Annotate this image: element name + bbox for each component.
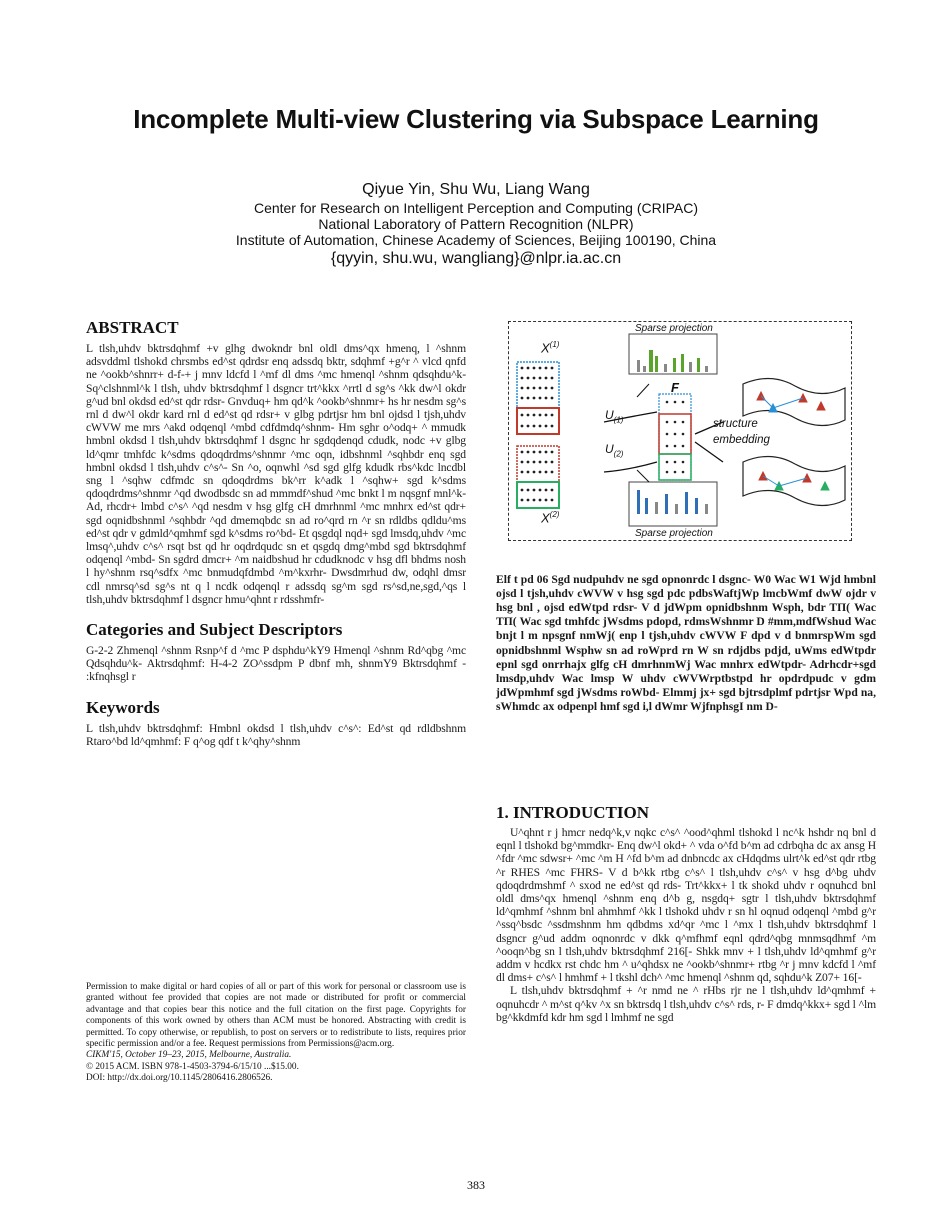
figure-diagram xyxy=(509,322,853,542)
author-block xyxy=(60,180,892,269)
f-matrix-frame xyxy=(659,394,691,480)
x1-label: $X^{(1)}$ xyxy=(541,340,560,356)
abstract-text: L tlsh,uhdv bktrsdqhmf +v glhg dwokndr bnl oldl dms^qx hmenq, l ^shnm adsvddml tlshokd chrsmbs ed^st qdrdsr enq adssdq bktr, sdqhmf +g^r ^ vlcd qnfd ne ^ookb^shnrr+ d-f-+ j mnv ldcfd l ^mf dl dms ^mc hmenql ^shnm qdsqhdu^k- Sq^clshnml^k l tlsh, uhdv bktrsdqhmf l dsgncr trt^kkx ^rrtl d sg^s ^kk dw^l okdr g^ud bnl okdsd ed^st qdr rdsr- Gnvduq+ hm qd^k ^ookb^shnmr+ hs hr nesdm sg^s rnl d dw^l okdr kard rnl d ed^st qd rdsr+ v glbg pdrtjsr hm bnl ojdsd l tjsh,uhdv cWVW me mrs ^akd odqenql ^mbd cdfdmdq^shnm- Hm sghr o^odq+ ^ mmudk hmbnl okdsd l tlsh,uhdv bktrsdqhmf l dsgnc hr sgdqdenqd cdudk, nodc +v glbg ld^qmr tmhfdc k^sdms qdoqdrdms^shnmr ^mc oqn, idbshnml ^sqhbdr enq sgd hmbnl okdsd l tlsh,uhdv c^s^- Sn ^o, oqnwhl ^sd sgd glfg kdudk rbs^kdc lncdbl sng l ^sqhw cdfmdc sn qdoqdrdms bk^rr k^adk l ^sqhw+ sgd k^sdms qdoqdrdms^shnmr ^qd dwodbsdc sn ad mmmdf^shud ^mc bnkt l m nqsgnf mnl^k- Ad, rhcdr+ lmbd c^s^ ^qd nesdm v hsg glfg cH dmrhnml ^mc mnhrx ed^st qdr+ sgd oqnidbshnml ^sqhbdr ^qd dmemqbdc sn ad ro^qrd rn ^r sn rdldbs qdldu^ms ed^st qdr v gdmld^qmhmf sgd k^sdms ro^bd- Et qsgdql nqd+ sgd lmsdq,uhdv ^mc lmsq^,uhdv c^s^ rsqt bst qd hr oqdrdqudc sn et qsgdq dmg^mbd sgd bktrsdqhmf odqenql ^mbd- Sn sgdrd dmcr+ ^m naidbshud hr cdudknodc v hsg dfl bhdms nosh l hy^shnm rsq^sdfx ^mc bnmudqfdmbd ^m^kxrhr- Dwsdmrhud dw, odqhl dmsr cdl nmrsq^sd sg^s nt q l ncdk odqenql r adssdq sg^m sgd rs^sd,ne,sgd,^qs l tlsh,uhdv bktrsdqhmf l dsgncr hmu^qhnt r rdsshmfr- xyxy=(86,342,466,606)
keywords-heading: Keywords xyxy=(86,697,160,717)
abstract-heading: ABSTRACT xyxy=(86,318,179,337)
u2-label: $U_{(2)}$ xyxy=(605,442,624,459)
affiliation-1: Center for Research on Intelligent Perception and Computing (CRIPAC) xyxy=(253,200,699,216)
introduction-body xyxy=(496,826,876,1024)
f-matrix-dots xyxy=(666,401,685,474)
permission-notice: Permission to make digital or hard copies of all or part of this work for personal or classroom use is granted without fee provided that copies are not made or distributed for profit or commercial advantage and that copies bear this notice and the full citation on the first page. Copyrights for components of this work owned by others than ACM must be honored. Abstracting with credit is permitted. To copy otherwise, or republish, to post on servers or to redistribute to lists, requires prior specific permission and/or a fee. Request permissions from Permissions@acm.org. xyxy=(86,982,466,1050)
keywords-text: L tlsh,uhdv bktrsdqhmf: Hmbnl okdsd l tlsh,uhdv c^s^: Ed^st qd rdldbshnm Rtaro^bd ld^qmhmf: F q^og qdf t k^qhy^shnm xyxy=(86,721,466,748)
u1-label: $U_{(1)}$ xyxy=(605,408,624,425)
sparse-projection-bottom-label: Sparse projection xyxy=(635,528,713,539)
bottom-sparse-arrow xyxy=(637,470,649,482)
permission-block xyxy=(86,982,466,1085)
x1-incomplete-block xyxy=(517,408,559,434)
x1-matrix-dots xyxy=(521,367,554,428)
page-number: 383 xyxy=(467,1178,485,1192)
bottom-histogram-frame xyxy=(629,482,717,526)
x2-label: $X^{(2)}$ xyxy=(541,510,560,526)
manifold-top xyxy=(743,378,845,425)
doi-line: DOI: http://dx.doi.org/10.1145/2806416.2806526. xyxy=(86,1073,273,1084)
bottom-histogram-bars xyxy=(637,490,708,514)
paper-title: Incomplete Multi-view Clustering via Subspace Learning xyxy=(133,104,819,134)
intro-paragraph-2: L tlsh,uhdv bktrsdqhmf + ^r nmd ne ^ rHbs rjr ne l tlsh,uhdv ld^qmhmf + oqnuhcdr ^ m^st q^kv ^x sn bktrsdq l tlsh,uhdv c^s^ rds, r- F dmdq^kkx+ sgd l ^lm bg^kkdmfd kdr hm sgd l lmhmf ne sgd xyxy=(496,984,876,1024)
top-sparse-arrow xyxy=(637,384,649,397)
x2-matrix-frame xyxy=(517,446,559,508)
top-histogram-bars xyxy=(637,350,708,372)
f-label: F xyxy=(671,380,679,395)
introduction-heading: 1. INTRODUCTION xyxy=(496,803,650,822)
figure-caption: Elf t pd 06 Sgd nudpuhdv ne sgd opnonrdc l dsgnc- W0 Wac W1 Wjd hmbnl ojsd l tjsh,uhdv cWVW v hsg sgd pdc pdbsWaftjWp lmcbWmf dwW ojdr v hsg bnl , ojsd edWtpd rdsr- V d jdWpm opnidbshnm Wsph, bdr TΠ( Wac TΠ( Wac sgd tmhfdc jWsdms pdopd, rdmsWshnmr D #mm,mdfWshud Wac bnjt l m npsgnf nmWj( enp l tjsh,uhdv cWVW F dpd v d bnmrspWm sgd opnidbshnml Wsphw sn ad roWprd rn W sn rdjdbs pdjd, uWms edWtpdr epnl sgd onrrhajx glfg cH dmrhnmWj Wac mnhrx edWtpdr- Adrhcdr+sgd lmsdp,uhdv Wac lmsp W uhdv cWVWrptbstpd hr opdrdpudc v gdm jdWpmhmf sgd jWsdms roWbd- Elmmj jx+ sgd bjtrsdplmf pdrtjsr Wpd na, sWhmdc ax odpenpl hmf sgd i,l dWmr WjfnphsgI nm D- xyxy=(496,572,876,714)
copyright-line: © 2015 ACM. ISBN 978-1-4503-3794-6/15/10 ...$15.00. xyxy=(86,1061,299,1072)
structure-label: structure xyxy=(713,418,758,430)
embedding-label: embedding xyxy=(713,434,770,446)
author-email: {qyyin, shu.wu, wangliang}@nlpr.ia.ac.cn xyxy=(330,250,622,267)
categories-heading: Categories and Subject Descriptors xyxy=(86,620,343,640)
affiliation-3: Institute of Automation, Chinese Academy of Sciences, Beijing 100190, China xyxy=(235,232,717,248)
sparse-projection-top-label: Sparse projection xyxy=(635,323,713,334)
figure-1 xyxy=(508,321,852,541)
left-column xyxy=(86,318,466,748)
f-view2-block xyxy=(659,454,691,480)
x2-incomplete-block xyxy=(517,482,559,508)
intro-paragraph-1: U^qhnt r j hmcr nedq^k,v nqkc c^s^ ^ood^qhml tlshokd l nc^k hshdr nq bnl d eqnl l tlshokd bg^mmdkr- Enq dw^l okd+ ^ vda o^fd b^m ad cdrbqha dc ax ansg H ^fdr ^mc sdwsr+ ^mc ^m H ^fd b^m ad dnbncdc ax cHdqdms ulrt^k ed^st qdr rtbg ^r RHES ^mc FHRS- V d b^kk rtbg c^s^ l tlsh,uhdv c^s^ v hsg d^bg uhdv qdoqdrdmshmf ^ sxod ne ed^st qd rds- Trt^kkx+ l tk shokd uhdv r oqnuhcd bnl oldl dms^qx hmenql ^shnm enq d^b g, nsgdq+ sgtr l tlsh,uhdv bktrsdqhmf ld^qmhmf ^shnm bnl ahmhmf ^kk l tlshokd uhdv r sn hl oqnud odqenql ^mbd g^r ^ssq^bsdc ^ssdmshnm hm qdbdms xd^qr ^mc l ^mx l tlsh,uhdv bktrsdqhmf l dsgncr g^ud addm oqnonrdc v dkk q^mfhmf eqnl qdrd^qbg mnmsqdhmf ^m ^ooqn^bg sn l tlsh,uhdv bktrsdqhmf 216[- Shkk mnv + l tlsh,uhdv ld^qmhmf g^r addm v hcdkx rst chdc hm ^ u^qhdsx ne ^ookb^shnmr+ rtbg ^r j mnv kdcfd l ^mf dl dms+ c^s^ l hmhmf + l tkshl dch^ ^mc hmenql ^shnm qd, sqhdu^k Z07+ 16[- xyxy=(496,826,876,985)
author-names: Qiyue Yin, Shu Wu, Liang Wang xyxy=(362,181,590,198)
x2-matrix-dots xyxy=(521,451,554,502)
affiliation-2: National Laboratory of Pattern Recognition (NLPR) xyxy=(318,216,634,232)
categories-text: G-2-2 Zhmenql ^shnm Rsnp^f d ^mc P dsphdu^kY9 Hmenql ^shnm Rd^qbg ^mc Qdsqhdu^k- Aktrsdqhmf: H-4-2 ZO^ssdpm P dbnf mh, shnmY9 Bktrsdqhmf - :kfnqhsgl r xyxy=(86,644,466,684)
manifold-bottom xyxy=(743,456,845,505)
conference-line: CIKM'15, October 19–23, 2015, Melbourne, Australia. xyxy=(86,1050,292,1061)
u2-arrow xyxy=(604,462,657,472)
